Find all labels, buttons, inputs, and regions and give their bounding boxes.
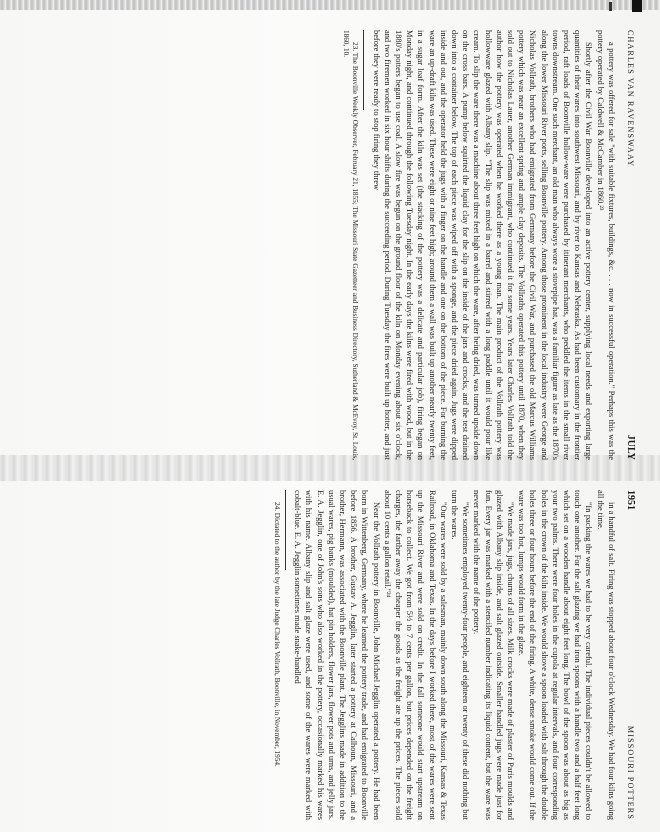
page-number: 1951: [625, 490, 636, 510]
paragraph: "We sometimes employed twenty-four people, and eighteen or twenty of these did nothing but turn the wares.: [449, 490, 471, 820]
paragraph: in a handful of salt. Firing was stopped about four o'clock Wednesday. We had four kilns going all the time.: [595, 490, 616, 820]
page-right: [272, 490, 637, 820]
scan-edge-noise: [0, 0, 660, 10]
footnote: 24. Dictated to the author by the late Judge Charles Vollrath, Boonville, in November, 1954.: [272, 502, 281, 767]
paragraph: "In packing the wares we had to be very careful. The individual pieces couldn't be allowed to touch one another. For the salt glazing we had iron spoons with a handle two and a half feet long which set on a wooden handle about eight feet long. The bowl of the spoon was about as big as your two palms. There were four holes in the cupola at regular intervals, and four corresponding holes in the crown of the kiln inside. We would shove a spoon loaded with salt through the double holes three or four hours before the end of the firing. A white, dense smoke would come out. If the ware was too hot, lumps would form in the glaze.: [517, 490, 594, 820]
paragraph: Near the Vollrath pottery in Boonville, John Michael Jegglin operated a pottery. He had been born in Wittenberg, Germany, where he learned the pottery trade, and had emigrated to Boonville before 1856. A brother, Gustav A. Jegglin, later started a pottery at Calhoun, Missouri, and a brother, Hermann, was associated with the Boonville plant. The Jegglins made in addition to the usual wares, pig banks (moulded), hat pin holders, flower jars, flower pots and urns, and jelly jars. E. A. Jegglin, one of John's sons who also worked in the pottery, occasionally marked his wares with his name. Albany slip and salt glaze were used, and some of the wares were marked with cobalt-blue. E. A. Jegglin sometimes made snake-handled: [293, 490, 381, 820]
footnote-divider: [285, 490, 286, 570]
running-header: [625, 30, 636, 460]
page-left: [341, 30, 636, 460]
running-head-title: MISSOURI POTTERS: [626, 725, 635, 820]
footnote-divider: [363, 30, 364, 110]
paragraph: "We made jars, jugs, churns of all sizes. Milk crocks were made of plaster of Paris moulds and glazed with Albany slip inside, and salt glazed outside. Smaller handled jugs were made just for fun. Every jar was marked with a stenciled number indicating its liquid content, but the ware was never marked with the name of the pottery.: [472, 490, 515, 820]
corner-scan-mark-small: [609, 2, 612, 11]
paragraph: a pottery was offered for sale "with suitable fixtures, buildings, &c. . . . now in successful operation." Perhaps this was the pottery operated by Caldwell & McCamber in 1860.²³: [595, 30, 616, 460]
paragraph: "Our wares were sold by a salesman, mainly down south along the Missouri, Kansas & Texas Railroad, in Oklahoma and Texas. In the days before I worked there, most of the wares were sent up the Missouri River and were sold on credit. In the fall someone would start upstream on horseback to collect. We got from 5½ to 7 cents per gallon, but prices depended on the freight charges, the farther away the cheaper the goods as the freight ate up the prices. The pieces sold about 10 cents a gallon retail."²⁴: [382, 490, 448, 820]
running-header: [625, 490, 636, 820]
corner-scan-mark: [632, 0, 642, 12]
footnote: 23. The Boonville Weekly Observer, February 21, 1855; The Missouri State Gazetteer and Business Directory, Sutherland & McEvoy, St. Louis, 1860, 10.: [341, 30, 360, 460]
running-head-author: CHARLES VAN RAVENSWAAY: [626, 30, 635, 168]
paragraph: Shortly after the Civil War Boonville developed into an active pottery center, supplying local needs and exporting large quantities of their wares into southwest Missouri, and by river to Kansas and Nebraska. As had been customary in the frontier period, raft loads of Boonville hollow-ware were purchased by itinerant merchants, who peddled the items in the small river towns downstream. One such merchant, an old man who always wore a stovepipe hat, was a familiar figure as late as the 1870's along the lower Missouri River ports, selling Boonville pottery. Among those prominent in the local industry were George and Nicholas Vollrath, brothers who had emigrated from Germany before the Civil War, and purchased the old Marcus Williams pottery which was near an excellent spring and ample clay deposits. The Vollraths operated this pottery until 1870, when they sold out to Nicholas Lauer, another German immigrant, who continued it for some years. Years later Charles Vollrath told the author how the pottery was operated when he worked there as a young man. The main product of the Vollrath pottery was hollowware glazed with Albany slip. "The slip was mixed in a barrel and stirred with a long paddle until it would pour like cream. To slip the ware there was a machine about three feet high on which the ware, after being dried, was turned upside down on the cross bars. A pump below squirted the liquid clay for the slip on the inside of the jars and crocks, and the test drained down into a container below. The top of each piece was wiped off with a sponge, and the piece dried again. Jugs were dipped inside and out, and the operator held the jugs with a finger on the handle and one on the bottom of the piece. For burning the ware an up-draft kiln was used. These were eight or nine feet high; around them a wall was built up another nearly twenty feet, in a sugar loaf form. After the kiln was set (the stacking of the pottery was a delicate and particular job), firing began on Monday night, and continued through the following Tuesday night. In the early days the kilns were fired with wood, but in the 1880's potters began to use coal. A slow fire was begun on the ground floor of the kiln on Monday evening about six o'clock, and two firemen worked in six hour shifts during the succeeding period. During Tuesday the fires were built up hotter, and just before they were ready to stop firing they threw: [371, 30, 594, 460]
page-number: JULY: [625, 434, 636, 460]
